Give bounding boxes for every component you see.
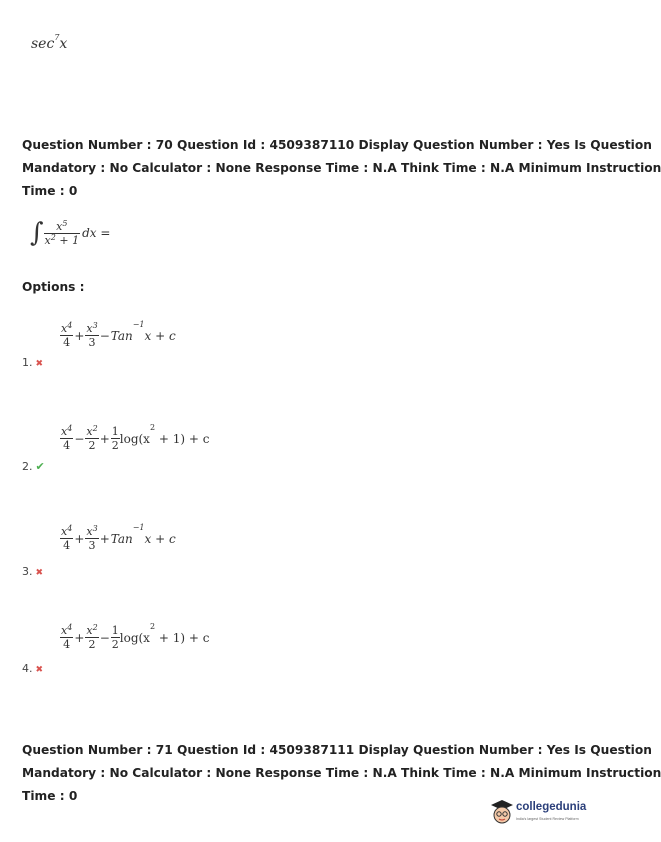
option-4-expression: $\frac{x^4}{4}$ + $\frac{x^2}{2}$ − $\frac{1}{2}$ $\log(x^2 + 1) + c$ bbox=[61, 621, 210, 651]
collegedunia-mascot-icon bbox=[490, 799, 514, 827]
option-3-number: 3. ✖ bbox=[22, 565, 44, 578]
integrand-den-exp: 2 bbox=[50, 232, 56, 242]
integrand-den: x bbox=[44, 233, 51, 247]
sec-text: sec bbox=[31, 36, 55, 52]
question-70-meta bbox=[22, 134, 661, 203]
check-icon: ✔ bbox=[35, 460, 45, 473]
cross-icon: ✖ bbox=[35, 359, 44, 369]
q70-meta-line2: Mandatory : No Calculator : None Response Time : N.A Think Time : N.A Minimum Instruction bbox=[22, 161, 661, 175]
q71-meta-line2: Mandatory : No Calculator : None Response Time : N.A Think Time : N.A Minimum Instruction bbox=[22, 766, 661, 780]
option-1-number: 1. ✖ bbox=[22, 356, 44, 369]
integrand-den-tail: + 1 bbox=[55, 233, 80, 247]
option-1-expression: $\frac{x^4}{4}$ + $\frac{x^3}{3}$ −Tan$^{-1}$x + c bbox=[61, 319, 176, 349]
option-3-expression: $\frac{x^4}{4}$ + $\frac{x^3}{3}$ +Tan$^{-1}$x + c bbox=[61, 522, 176, 552]
integral-sign: ∫ bbox=[30, 218, 44, 248]
sec-exponent: 7 bbox=[54, 33, 60, 42]
previous-option-fragment bbox=[31, 33, 68, 52]
integral-tail: dx = bbox=[82, 226, 111, 240]
cross-icon: ✖ bbox=[35, 568, 44, 578]
collegedunia-logo bbox=[490, 797, 588, 833]
q71-meta-line1: Question Number : 71 Question Id : 4509387111 Display Question Number : Yes Is Question bbox=[22, 743, 652, 757]
option-4-number: 4. ✖ bbox=[22, 662, 44, 675]
question-70-integral bbox=[30, 218, 110, 248]
cross-icon: ✖ bbox=[35, 665, 44, 675]
integrand-num-exp: 5 bbox=[62, 218, 68, 228]
option-2-number: 2. ✔ bbox=[22, 460, 45, 473]
q71-meta-line3: Time : 0 bbox=[22, 789, 78, 803]
q70-meta-line1: Question Number : 70 Question Id : 4509387110 Display Question Number : Yes Is Question bbox=[22, 138, 652, 152]
options-label: Options : bbox=[22, 280, 85, 294]
option-2-expression: $\frac{x^4}{4}$ − $\frac{x^2}{2}$ + $\frac{1}{2}$ $\log(x^2 + 1) + c$ bbox=[61, 422, 210, 452]
q70-meta-line3: Time : 0 bbox=[22, 184, 78, 198]
logo-tagline: India's largest Student Review Platform bbox=[516, 817, 579, 821]
logo-name: collegedunia bbox=[516, 801, 587, 813]
integrand-num: x bbox=[56, 219, 63, 233]
sec-var: x bbox=[59, 36, 68, 52]
